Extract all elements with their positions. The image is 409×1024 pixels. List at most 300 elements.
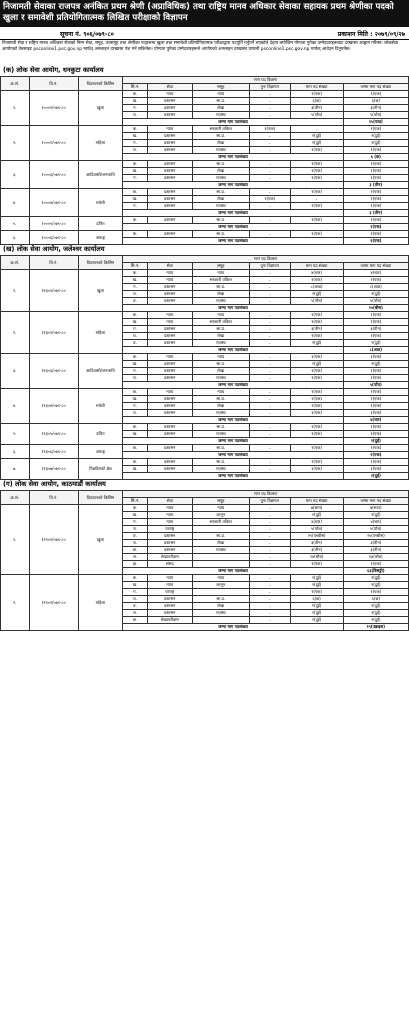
header-type: विज्ञापनको किसिम <box>78 77 123 91</box>
cell-group: सरकारी वकिल <box>192 519 249 526</box>
header-adv: वि.नं. <box>29 77 78 91</box>
cell-sub-sn: ग. <box>123 175 147 182</box>
header-group: समूह <box>192 498 249 505</box>
cell-total: ३(तीन) <box>343 326 408 333</box>
cell-readv: - <box>249 554 290 561</box>
header-sn: क्र.सं. <box>1 491 30 505</box>
header-sn: क्र.सं. <box>1 256 30 270</box>
cell-type: अपाङ्ग <box>78 231 123 245</box>
cell-posts: २(दुई) <box>290 340 343 347</box>
cell-adv: ११३०४/०७९-८० <box>29 389 78 424</box>
cell-group: राजस्व <box>192 175 249 182</box>
cell-posts: ५(पाँच) <box>290 526 343 533</box>
cell-readv: - <box>249 189 290 196</box>
cell-service: प्रशासन <box>147 161 192 168</box>
cell-service: प्रशासन <box>147 361 192 368</box>
cell-sub-sn: च. <box>123 540 147 547</box>
vacancy-table <box>0 490 409 631</box>
cell-sub-sn: ख. <box>123 396 147 403</box>
notice-number: सूचना नं. ९०६/०७९-८० <box>60 31 114 38</box>
cell-posts: १(एक) <box>290 368 343 375</box>
cell-adv: ११३०३/०७९-८० <box>29 354 78 389</box>
cell-sub-sn: क. <box>123 126 147 133</box>
cell-group: कानून <box>192 582 249 589</box>
header-readv: पुनः विज्ञापन <box>249 263 290 270</box>
cell-type: खुला <box>78 505 123 575</box>
cell-group <box>192 589 249 596</box>
cell-sub-sn: ङ. <box>123 603 147 610</box>
cell-readv: - <box>249 319 290 326</box>
total-value: ३ (तीन) <box>343 210 408 217</box>
cell-posts: १(एक) <box>290 424 343 431</box>
cell-group: लेखा <box>192 403 249 410</box>
total-label: जम्मा माग पदसंख्या <box>123 452 343 459</box>
cell-total: १(एक) <box>343 203 408 210</box>
total-label: जम्मा माग पदसंख्या <box>123 347 343 354</box>
cell-total: १(एक) <box>343 589 408 596</box>
cell-service: प्रशासन <box>147 533 192 540</box>
cell-service: प्रशासन <box>147 147 192 154</box>
header-readv: पुनः विज्ञापन <box>249 84 290 91</box>
cell-group: सा.प्र. <box>192 459 249 466</box>
cell-readv: - <box>249 284 290 291</box>
cell-service: प्रशासन <box>147 410 192 417</box>
table-row <box>1 575 409 582</box>
header-sn: क्र.सं. <box>1 77 30 91</box>
cell-readv: - <box>249 589 290 596</box>
cell-posts: १४(चौध) <box>290 554 343 561</box>
cell-posts: २(दुई) <box>290 140 343 147</box>
cell-total: २(दुई) <box>343 610 408 617</box>
vacancy-table <box>0 76 409 245</box>
table-row <box>1 505 409 512</box>
header-detail: माग पद विवरण <box>123 491 409 498</box>
cell-service: प्रशासन <box>147 140 192 147</box>
cell-total: ४(चार) <box>343 270 408 277</box>
cell-service: लेखापरीक्षण <box>147 617 192 624</box>
cell-total: १(एक) <box>343 168 408 175</box>
cell-readv: - <box>249 217 290 224</box>
cell-service: न्याय <box>147 512 192 519</box>
header-posts: माग पद संख्या <box>290 263 343 270</box>
total-label: जम्मा माग पदसंख्या <box>123 473 343 480</box>
cell-group: राजस्व <box>192 298 249 305</box>
cell-sub-sn: क. <box>123 231 147 238</box>
cell-service: प्रशासन <box>147 375 192 382</box>
cell-total: १(एक) <box>343 389 408 396</box>
cell-type: महिला <box>78 126 123 161</box>
cell-total: २(दुई) <box>343 512 408 519</box>
cell-sn: ३. <box>1 161 30 189</box>
cell-group: सरकारी वकिल <box>192 126 249 133</box>
cell-group: राजस्व <box>192 375 249 382</box>
cell-posts: २(दुई) <box>290 603 343 610</box>
cell-service: प्रशासन <box>147 291 192 298</box>
cell-type: अपाङ्ग <box>78 445 123 459</box>
cell-service: लेखापरीक्षण <box>147 554 192 561</box>
cell-readv: १(एक) <box>249 126 290 133</box>
cell-group: राजस्व <box>192 112 249 119</box>
cell-posts: १(एक) <box>290 410 343 417</box>
cell-group: लेखा <box>192 196 249 203</box>
cell-adv: ११९०१/०७९-८० <box>29 505 78 575</box>
cell-type: मधेशी <box>78 389 123 424</box>
cell-sn: ४. <box>1 189 30 217</box>
cell-group: सा.प्र. <box>192 98 249 105</box>
cell-total: १(एक) <box>343 445 408 452</box>
cell-group: सा.प्र. <box>192 533 249 540</box>
cell-sub-sn: छ. <box>123 617 147 624</box>
cell-adv: १०००३/०७९-८० <box>29 161 78 189</box>
cell-group: सा.प्र. <box>192 424 249 431</box>
cell-sub-sn: ख. <box>123 168 147 175</box>
cell-posts: १(एक) <box>290 231 343 238</box>
cell-total: १(एक) <box>343 91 408 98</box>
cell-total: १(एक) <box>343 312 408 319</box>
cell-group: न्याय <box>192 270 249 277</box>
cell-sub-sn: झ. <box>123 561 147 568</box>
table-row <box>1 270 409 277</box>
cell-readv: - <box>249 389 290 396</box>
table-row <box>1 231 409 238</box>
cell-total: २(दुई) <box>343 340 408 347</box>
cell-posts: ३(तीन) <box>290 105 343 112</box>
cell-group: सा.प्र. <box>192 396 249 403</box>
cell-readv: - <box>249 270 290 277</box>
cell-readv: - <box>249 610 290 617</box>
header-service: सेवा <box>147 263 192 270</box>
cell-group: सरकारी वकिल <box>192 277 249 284</box>
cell-service: न्याय <box>147 91 192 98</box>
cell-group: लेखा <box>192 368 249 375</box>
header-group: समूह <box>192 84 249 91</box>
cell-posts: १(एक) <box>290 396 343 403</box>
cell-posts: १(एक) <box>290 459 343 466</box>
cell-sub-sn: ग. <box>123 368 147 375</box>
cell-group: न्याय <box>192 389 249 396</box>
cell-service: न्याय <box>147 505 192 512</box>
cell-type: महिला <box>78 312 123 354</box>
cell-sn: ३. <box>1 354 30 389</box>
cell-group: न्याय <box>192 91 249 98</box>
cell-group: राजस्व <box>192 147 249 154</box>
cell-group: न्याय <box>192 575 249 582</box>
cell-readv: - <box>249 291 290 298</box>
vacancy-table <box>0 255 409 480</box>
cell-sn: २. <box>1 575 30 631</box>
cell-group: न्याय <box>192 354 249 361</box>
cell-readv: - <box>249 147 290 154</box>
cell-service: प्रशासन <box>147 326 192 333</box>
cell-sub-sn: घ. <box>123 596 147 603</box>
cell-readv: - <box>249 203 290 210</box>
cell-readv: - <box>249 431 290 438</box>
cell-total: १(एक) <box>343 161 408 168</box>
cell-sub-sn: क. <box>123 217 147 224</box>
cell-sub-sn: क. <box>123 389 147 396</box>
total-value: १(एक) <box>343 452 408 459</box>
cell-sn: ५. <box>1 424 30 445</box>
cell-readv: - <box>249 326 290 333</box>
header-sub_sn: सि.नं. <box>123 263 147 270</box>
cell-posts: ८(आठ) <box>290 284 343 291</box>
cell-readv: - <box>249 526 290 533</box>
cell-adv: ११९०२/०७९-८० <box>29 575 78 631</box>
header-type: विज्ञापनको किसिम <box>78 256 123 270</box>
cell-sn: २. <box>1 312 30 354</box>
cell-readv: - <box>249 168 290 175</box>
cell-sub-sn: क. <box>123 459 147 466</box>
cell-readv: - <box>249 375 290 382</box>
cell-readv: - <box>249 91 290 98</box>
cell-total: ३(तीन) <box>343 540 408 547</box>
cell-readv: - <box>249 547 290 554</box>
table-row <box>1 312 409 319</box>
cell-type: आदिवासी/जनजाति <box>78 354 123 389</box>
cell-service: प्रशासन <box>147 231 192 238</box>
header-group: समूह <box>192 263 249 270</box>
cell-total: ५(पाँच) <box>343 298 408 305</box>
cell-total: ६(छ) <box>343 596 408 603</box>
cell-sub-sn: ग. <box>123 326 147 333</box>
table-row <box>1 424 409 431</box>
cell-total: ७(सात) <box>343 505 408 512</box>
cell-total: २(दुई) <box>343 361 408 368</box>
cell-group <box>192 554 249 561</box>
cell-group: लेखा <box>192 333 249 340</box>
cell-sn: ६. <box>1 231 30 245</box>
cell-service: प्रशासन <box>147 112 192 119</box>
cell-sub-sn: क. <box>123 354 147 361</box>
header-adv: वि.नं. <box>29 491 78 505</box>
cell-sub-sn: क. <box>123 189 147 196</box>
cell-adv: १०००६/०७९-८० <box>29 231 78 245</box>
cell-group <box>192 526 249 533</box>
table-row <box>1 91 409 98</box>
total-label: जम्मा माग पदसंख्या <box>123 568 343 575</box>
table-row <box>1 354 409 361</box>
cell-service: प्रशासन <box>147 424 192 431</box>
header-posts: माग पद संख्या <box>290 84 343 91</box>
cell-service: प्रशासन <box>147 168 192 175</box>
cell-service: प्रशासन <box>147 610 192 617</box>
cell-total: १(एक) <box>343 375 408 382</box>
cell-service: न्याय <box>147 354 192 361</box>
cell-readv: - <box>249 459 290 466</box>
cell-total: १(एक) <box>343 277 408 284</box>
header-total: जम्मा माग पद संख्या <box>343 498 408 505</box>
cell-group: राजस्व <box>192 610 249 617</box>
cell-total: १(एक) <box>343 217 408 224</box>
cell-sub-sn: ङ. <box>123 340 147 347</box>
cell-posts: २५(पच्चीस) <box>290 533 343 540</box>
section-heading: (क) लोक सेवा आयोग, धनकुटा कार्यालय <box>3 66 104 74</box>
cell-group: सा.प्र. <box>192 361 249 368</box>
cell-sub-sn: ख. <box>123 319 147 326</box>
total-label: जम्मा माग पदसंख्या <box>123 119 343 126</box>
cell-readv: - <box>249 312 290 319</box>
cell-posts: २(दुई) <box>290 291 343 298</box>
total-label: जम्मा माग पदसंख्या <box>123 417 343 424</box>
cell-total: २(दुई) <box>343 291 408 298</box>
total-label: जम्मा माग पदसंख्या <box>123 182 343 189</box>
total-label: जम्मा माग पदसंख्या <box>123 154 343 161</box>
cell-group: कानून <box>192 512 249 519</box>
header-readv: पुनः विज्ञापन <box>249 498 290 505</box>
cell-total: १(एक) <box>343 459 408 466</box>
cell-sub-sn: ग. <box>123 284 147 291</box>
cell-service: प्रशासन <box>147 175 192 182</box>
cell-readv: - <box>249 519 290 526</box>
total-value: ६३(त्रिसठ्ठी) <box>343 568 408 575</box>
cell-group: सा.प्र. <box>192 445 249 452</box>
cell-posts: ३(तीन) <box>290 326 343 333</box>
cell-total: १(एक) <box>343 147 408 154</box>
total-label: जम्मा माग पदसंख्या <box>123 210 343 217</box>
cell-total: १(एक) <box>343 126 408 133</box>
cell-sub-sn: क. <box>123 505 147 512</box>
cell-group: सरकारी वकिल <box>192 319 249 326</box>
cell-service: प्रशासन <box>147 459 192 466</box>
cell-readv: - <box>249 403 290 410</box>
sections-container <box>0 66 409 631</box>
total-label: जम्मा माग पदसंख्या <box>123 624 343 631</box>
cell-adv: ११३०७/०७९-८० <box>29 459 78 480</box>
cell-readv: - <box>249 410 290 417</box>
cell-type: पिछडिएको क्षेत्र <box>78 459 123 480</box>
cell-total: २(दुई) <box>343 582 408 589</box>
cell-sub-sn: ग. <box>123 403 147 410</box>
cell-posts: २(दुई) <box>290 133 343 140</box>
cell-posts: ६(छ) <box>290 596 343 603</box>
cell-posts: २(दुई) <box>290 361 343 368</box>
cell-readv: - <box>249 140 290 147</box>
cell-service: प्रशासन <box>147 603 192 610</box>
cell-total: ४(चार) <box>343 519 408 526</box>
cell-posts: १(एक) <box>290 561 343 568</box>
cell-service: न्याय <box>147 389 192 396</box>
total-value: २(दुई) <box>343 473 408 480</box>
cell-service: प्रशासन <box>147 98 192 105</box>
total-value: २(दुई) <box>343 438 408 445</box>
cell-sub-sn: घ. <box>123 410 147 417</box>
header-sub_sn: सि.नं. <box>123 498 147 505</box>
section-heading: (ग) लोक सेवा आयोग, काठमाडौं कार्यालय <box>3 480 106 488</box>
cell-posts: - <box>290 196 343 203</box>
cell-posts: १(एक) <box>290 277 343 284</box>
cell-sub-sn: क. <box>123 445 147 452</box>
cell-group: सा.प्र. <box>192 284 249 291</box>
table-row <box>1 217 409 224</box>
header-sub_sn: सि.नं. <box>123 84 147 91</box>
cell-service: प्रशासन <box>147 540 192 547</box>
cell-posts: १(एक) <box>290 147 343 154</box>
cell-readv: - <box>249 354 290 361</box>
cell-total: २५(पच्चीस) <box>343 533 408 540</box>
cell-adv: १०००५/०७९-८० <box>29 217 78 231</box>
cell-group: सा.प्र. <box>192 133 249 140</box>
cell-sn: ६. <box>1 445 30 459</box>
cell-posts: १(एक) <box>290 389 343 396</box>
cell-total: ६(छ) <box>343 98 408 105</box>
cell-posts: २(दुई) <box>290 512 343 519</box>
cell-total: १(एक) <box>343 561 408 568</box>
cell-sub-sn: ङ. <box>123 298 147 305</box>
cell-sub-sn: ग. <box>123 105 147 112</box>
cell-type: खुला <box>78 91 123 126</box>
cell-service: प्रशासन <box>147 217 192 224</box>
cell-total: १(एक) <box>343 396 408 403</box>
cell-service: प्रशासन <box>147 133 192 140</box>
cell-adv: १०००४/०७९-८० <box>29 189 78 217</box>
header-detail: माग पद विवरण <box>123 256 409 263</box>
cell-posts: १(एक) <box>290 466 343 473</box>
cell-posts: १(एक) <box>290 354 343 361</box>
cell-posts: १(एक) <box>290 375 343 382</box>
cell-posts: १(एक) <box>290 403 343 410</box>
cell-adv: १०००२/०७९-८० <box>29 126 78 161</box>
cell-total: २(दुई) <box>343 617 408 624</box>
cell-sub-sn: क. <box>123 312 147 319</box>
cell-service: प्रशासन <box>147 284 192 291</box>
total-label: जम्मा माग पदसंख्या <box>123 238 343 245</box>
cell-sub-sn: ख. <box>123 361 147 368</box>
cell-total: ३(तीन) <box>343 105 408 112</box>
cell-service: प्रशासन <box>147 431 192 438</box>
cell-posts: १(एक) <box>290 431 343 438</box>
cell-type: दलित <box>78 424 123 445</box>
cell-total: १(एक) <box>343 319 408 326</box>
cell-group: सा.प्र. <box>192 217 249 224</box>
cell-service: न्याय <box>147 312 192 319</box>
total-value: २०(बीस) <box>343 305 408 312</box>
cell-readv: - <box>249 98 290 105</box>
published-date: प्रकाशन मिति : २०७९/०९/२७ <box>337 31 405 38</box>
cell-sub-sn: ग. <box>123 519 147 526</box>
cell-service: प्रशासन <box>147 333 192 340</box>
cell-posts: २(दुई) <box>290 582 343 589</box>
total-label: जम्मा माग पदसंख्या <box>123 438 343 445</box>
cell-service: प्रशासन <box>147 547 192 554</box>
cell-sub-sn: ख. <box>123 582 147 589</box>
cell-total: १(एक) <box>343 466 408 473</box>
cell-group: सा.प्र. <box>192 189 249 196</box>
cell-service: प्रशासन <box>147 340 192 347</box>
cell-readv: - <box>249 368 290 375</box>
cell-service: न्याय <box>147 319 192 326</box>
cell-total: २(दुई) <box>343 603 408 610</box>
total-value: ४(चार) <box>343 417 408 424</box>
cell-readv: - <box>249 596 290 603</box>
page-title: निजामती सेवाका राजपत्र अनंकित प्रथम श्रेणी (अप्राविधिक) तथा राष्ट्रिय मानव अधिकार सेवाका सहायक प्रथम श्रेणीका पदको खुला र समावेशी प्रतियोगितात्मक लिखित परीक्षाको विज्ञापन <box>0 0 409 27</box>
cell-posts: १(एक) <box>290 319 343 326</box>
cell-service: प्रशासन <box>147 596 192 603</box>
cell-group: सा.प्र. <box>192 596 249 603</box>
total-value: १५(पन्ध्र) <box>343 119 408 126</box>
cell-readv: - <box>249 505 290 512</box>
cell-group: न्याय <box>192 312 249 319</box>
cell-sub-sn: क. <box>123 270 147 277</box>
cell-posts: १(एक) <box>290 175 343 182</box>
cell-total: ८(आठ) <box>343 284 408 291</box>
cell-readv: - <box>249 575 290 582</box>
cell-type: आदिवासी/जनजाति <box>78 161 123 189</box>
cell-readv: - <box>249 582 290 589</box>
cell-adv: १०००१/०७९-८० <box>29 91 78 126</box>
cell-service: प्रशासन <box>147 196 192 203</box>
cell-sub-sn: ख. <box>123 98 147 105</box>
cell-group: लेखा <box>192 140 249 147</box>
